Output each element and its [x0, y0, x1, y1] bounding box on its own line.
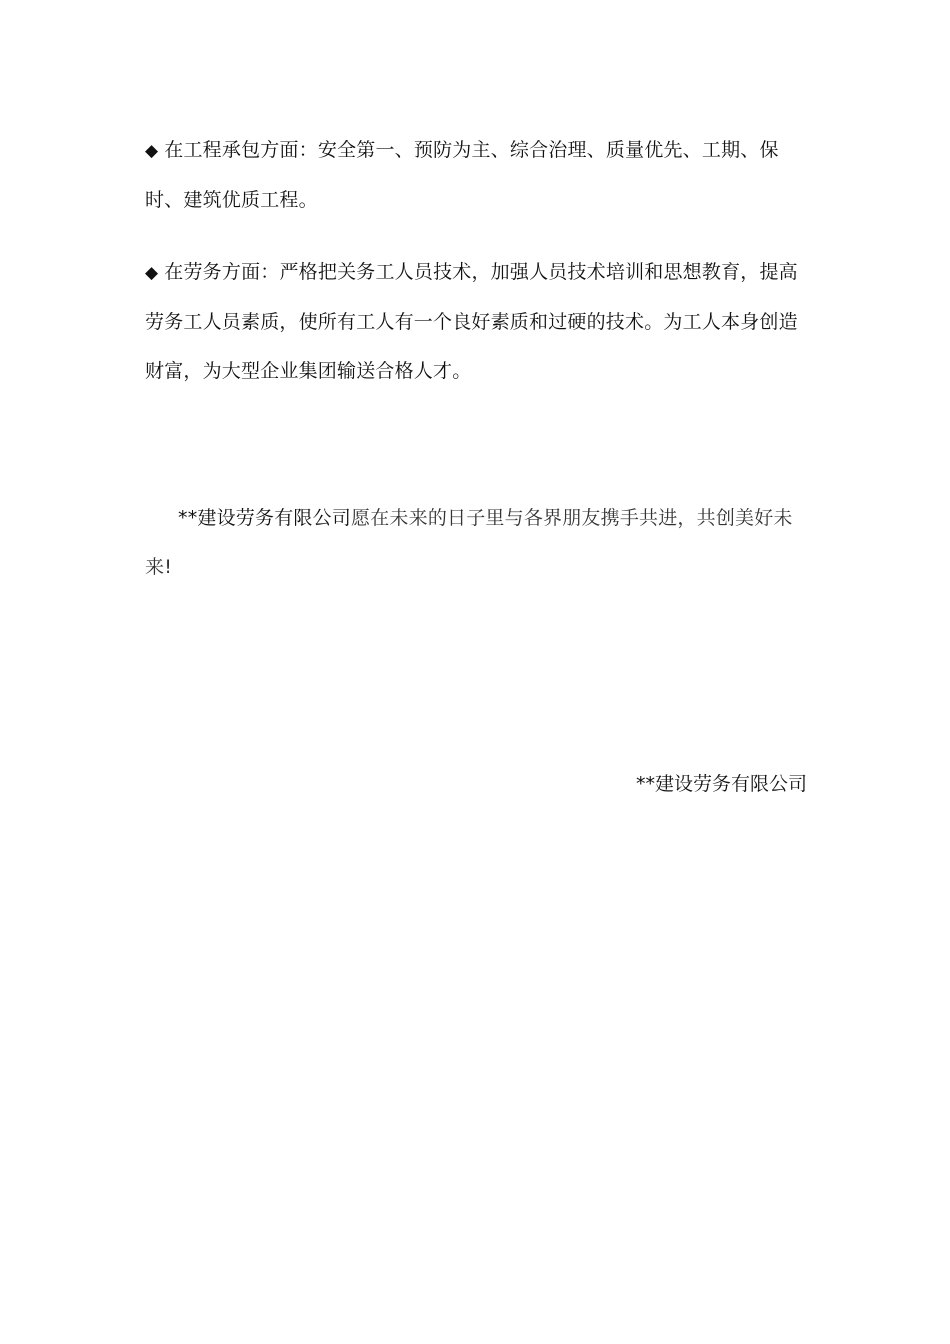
paragraph-engineering-contracting: [145, 126, 810, 225]
paragraph-text: 在劳务方面：严格把关务工人员技术，加强人员技术培训和思想教育，提高劳务工人员素质，使所有工人有一个良好素质和过硬的技术。为工人本身创造财富，为大型企业集团输送合格人才。: [145, 261, 798, 382]
diamond-bullet-icon: ◆: [145, 141, 159, 161]
closing-paragraph: [145, 494, 810, 592]
closing-company-name: **建设劳务有限公司: [178, 507, 352, 529]
paragraph-text: 在工程承包方面：安全第一、预防为主、综合治理、质量优先、工期、保时、建筑优质工程。: [145, 139, 779, 211]
closing-text: 愿在未来的日子里与各界朋友携手共进，共创美好未来!: [145, 507, 793, 578]
paragraph-labor-services: [145, 248, 810, 396]
diamond-bullet-icon: ◆: [145, 263, 159, 283]
signature-company-name: **建设劳务有限公司: [635, 773, 807, 795]
